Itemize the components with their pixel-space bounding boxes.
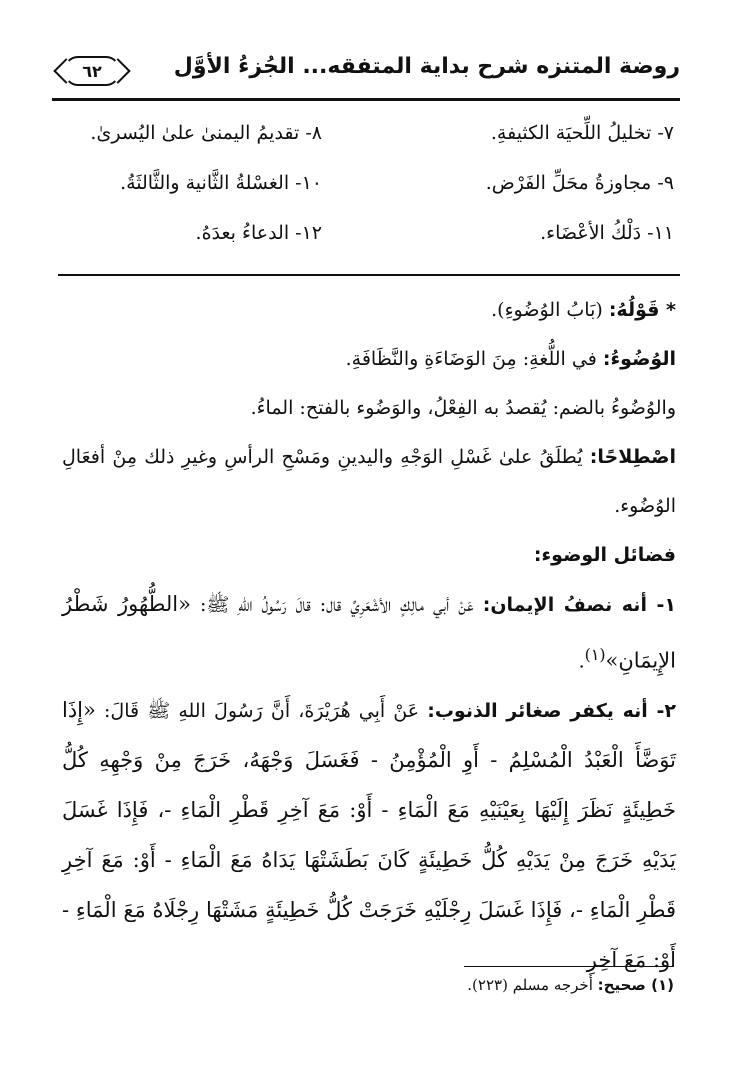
virtue-2-label: ٢- أنه يكفر صغائر الذنوب: xyxy=(427,700,676,723)
grid-item: ٩- مجاوزةُ محَلِّ الفَرْض. xyxy=(485,172,674,194)
running-header xyxy=(52,42,680,102)
grid-item: ١٢- الدعاءُ بعدَهُ. xyxy=(195,222,322,244)
main-text xyxy=(62,286,676,986)
grid-row xyxy=(66,222,674,272)
footnote xyxy=(467,976,674,994)
qawluhu-label: * قَوْلُهُ: xyxy=(608,299,676,321)
grid-item: ١٠- الغسْلةُ الثَّانية والثَّالثَةُ. xyxy=(120,172,322,194)
paragraph xyxy=(62,433,676,531)
page-number-badge xyxy=(64,56,120,86)
book-title: روضة المتنزه شرح بداية المتفقه... الجُزءُ الأوَّل xyxy=(173,54,680,79)
footnote-rule xyxy=(464,966,674,967)
paragraph xyxy=(62,335,676,384)
virtue-1-label: ١- أنه نصفُ الإيمان: xyxy=(482,594,676,616)
footnote-label: (١) صحيح: xyxy=(597,976,674,994)
grid-item: ١١- دَلْكُ الأعْضَاء. xyxy=(540,222,674,244)
damm-text: والوُضُوءُ بالضم: يُقصدُ به الفِعْلُ، والوَضُوء بالفتح: الماءُ. xyxy=(250,397,676,419)
footnote-ref: (١) xyxy=(584,645,606,664)
hadith-quote: «الطُّهُورُ شَطْرُ الإِيمَانِ» xyxy=(62,592,676,673)
paragraph: ١- أنه نصفُ الإيمان: عَنْ أبي مالِكٍ الأشْعَرِيِّ قال: قالَ رَسُولُ اللهِ ﷺ: «الطُّهُورُ شَطْرُ الإِيمَانِ»$^{(١)}$. xyxy=(62,592,676,673)
wudu-label: الوُضُوءُ: xyxy=(602,348,676,370)
istilahan-text: يُطلَقُ علىٰ غَسْلِ الوَجْهِ واليدينِ ومَسْحِ الرأسِ وغيرِ ذلك مِنْ أفعَالِ الوُضُوء. xyxy=(62,446,676,517)
numbered-items-grid xyxy=(66,122,674,272)
qawluhu-text: (بَابُ الوُضُوءِ). xyxy=(491,299,603,321)
hadith-quote: «إِذَا تَوَضَّأَ الْعَبْدُ الْمُسْلِمُ - أَوِ الْمُؤْمِنُ - فَغَسَلَ وَجْهَهُ، خَرَجَ مِنْ وَجْهِهِ كُلُّ خَطِيئَةٍ نَظَرَ إِلَيْهَا بِعَيْنَيْهِ مَعَ الْمَاءِ - أَوْ: مَعَ آخِرِ قَطْرِ الْمَاءِ -، فَإِذَا غَسَلَ يَدَيْهِ خَرَجَ مِنْ يَدَيْهِ كُلُّ خَطِيئَةٍ كَانَ بَطَشَتْهَا يَدَاهُ مَعَ الْمَاءِ - أَوْ: مَعَ آخِرِ قَطْرِ الْمَاءِ -، فَإِذَا غَسَلَ رِجْلَيْهِ خَرَجَتْ كُلُّ خَطِيئَةٍ مَشَتْهَا رِجْلَاهُ مَعَ الْمَاءِ - أَوْ: مَعَ آخِرِ xyxy=(62,698,676,973)
grid-item: ٧- تخليلُ اللِّحيَة الكثيفةِ. xyxy=(490,122,674,144)
grid-row xyxy=(66,172,674,222)
section-divider xyxy=(58,274,680,276)
page-number: ٦٢ xyxy=(82,61,102,81)
istilahan-label: اصْطِلاحًا: xyxy=(589,446,676,468)
grid-row xyxy=(66,122,674,172)
paragraph xyxy=(62,384,676,433)
wudu-text: في اللُّغةِ: مِنَ الوَضَاءَةِ والنَّظَافَةِ. xyxy=(345,348,597,370)
virtue-1-text: عَنْ أبي مالِكٍ الأشْعَرِيِّ قال: قالَ رَسُولُ اللهِ ﷺ: xyxy=(199,594,474,616)
section-heading: فضائل الوضوء: xyxy=(533,544,676,566)
grid-item: ٨- تقديمُ اليمنىٰ علىٰ اليُسرىٰ. xyxy=(90,122,322,144)
header-rule xyxy=(52,98,680,101)
paragraph xyxy=(62,686,676,986)
footnote-text: أخرجه مسلم (٢٢٣). xyxy=(467,976,593,994)
virtue-2-text: عَنْ أَبِي هُرَيْرَةَ، أَنَّ رَسُولَ اللهِ ﷺ قَالَ: xyxy=(104,700,420,723)
paragraph xyxy=(62,286,676,335)
